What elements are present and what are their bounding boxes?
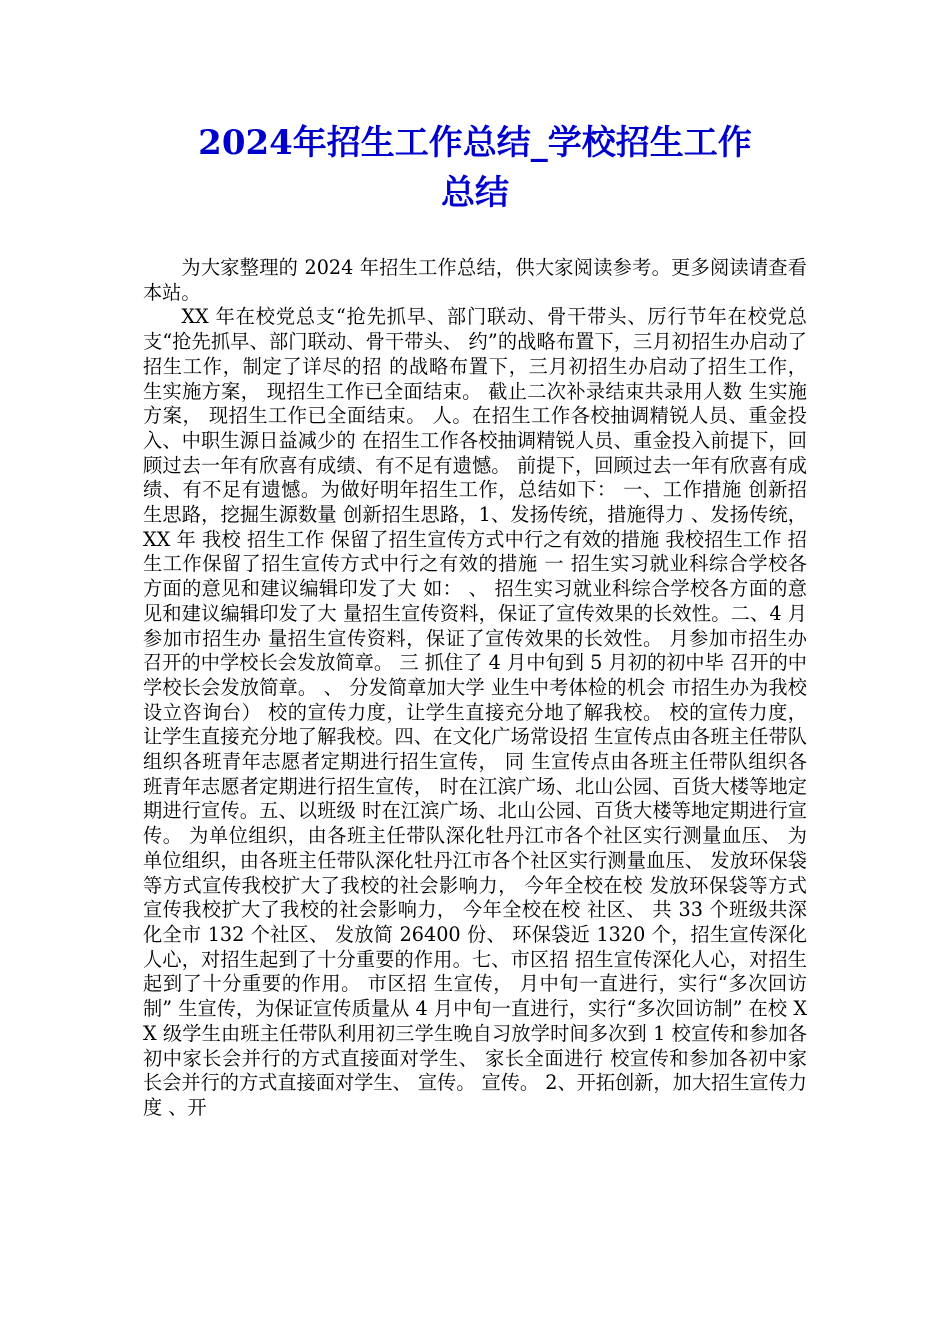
title-line-2: 总结: [441, 173, 509, 213]
intro-paragraph: 为大家整理的 2024 年招生工作总结，供大家阅读参考。更多阅读请查看本站。: [143, 256, 807, 304]
main-paragraph: XX 年在校党总支“抢先抓早、部门联动、骨干带头、厉行节年在校党总支“抢先抓早、部门联动、骨干带头、 约”的战略布置下，三月初招生办启动了招生工作，制定了详尽的招 的战略布置下，三月初招生办启动了招生工作， 生实施方案， 现招生工作已全面结束。 截止二次补录结束共录用人数 生实施方案， 现招生工作已全面结束。 人。在招生工作各校抽调精锐人员、重金投入、中职生源日益减少的 在招生工作各校抽调精锐人员、重金投入前提下，回顾过去一年有欣喜有成绩、有不足有遗憾。 前提下，回顾过去一年有欣喜有成绩、有不足有遗憾。为做好明年招生工作，总结如下： 一、工作措施 创新招生思路，挖掘生源数量 创新招生思路，1、发扬传统，措施得力 、发扬传统， XX 年 我校 招生工作 保留了招生宣传方式中行之有效的措施 我校招生工作 招生工作保留了招生宣传方式中行之有效的措施 一 招生实习就业科综合学校各方面的意见和建议编辑印发了大 如： 、 招生实习就业科综合学校各方面的意见和建议编辑印发了大 量招生宣传资料，保证了宣传效果的长效性。二、4 月参加市招生办 量招生宣传资料，保证了宣传效果的长效性。 月参加市招生办 召开的中学校长会发放简章。 三 抓住了 4 月中旬到 5 月初的初中毕 召开的中学校长会发放简章。 、 分发简章加大学 业生中考体检的机会 市招生办为我校设立咨询台） 校的宣传力度，让学生直接充分地了解我校。 校的宣传力度，让学生直接充分地了解我校。四、在文化广场常设招 生宣传点由各班主任带队组织各班青年志愿者定期进行招生宣传， 同 生宣传点由各班主任带队组织各班青年志愿者定期进行招生宣传， 时在江滨广场、北山公园、百货大楼等地定期进行宣传。五、以班级 时在江滨广场、北山公园、百货大楼等地定期进行宣传。 为单位组织，由各班主任带队深化牡丹江市各个社区实行测量血压、 为单位组织，由各班主任带队深化牡丹江市各个社区实行测量血压、 发放环保袋等方式宣传我校扩大了我校的社会影响力， 今年全校在校 发放环保袋等方式宣传我校扩大了我校的社会影响力， 今年全校在校 社区、 共 33 个班级共深化全市 132 个社区、 发放简 26400 份、 环保袋近 1320 个，招生宣传深化人心，对招生起到了十分重要的作用。七、市区招 招生宣传深化人心，对招生起到了十分重要的作用。 市区招 生宣传， 月中旬一直进行，实行“多次回访制” 生宣传，为保证宣传质量从 4 月中旬一直进行，实行“多次回访制” 在校 XX 级学生由班主任带队利用初三学生晚自习放学时间多次到 1 校宣传和参加各初中家长会并行的方式直接面对学生、 家长全面进行 校宣传和参加各初中家长会并行的方式直接面对学生、 宣传。 宣传。 2、开拓创新，加大招生宣传力度 、开: [143, 305, 807, 1119]
document-page: [143, 118, 807, 1328]
document-body: [143, 256, 807, 1121]
title-line-1: 2024年招生工作总结_学校招生工作: [198, 123, 752, 163]
document-title: [143, 118, 807, 218]
